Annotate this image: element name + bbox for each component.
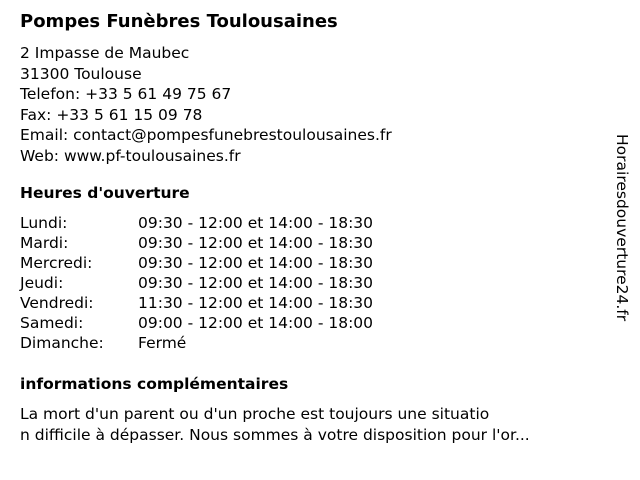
hours-row-tuesday xyxy=(20,233,373,253)
hours-row-saturday xyxy=(20,313,373,333)
opening-hours-heading: Heures d'ouverture xyxy=(20,184,190,202)
address-city: 31300 Toulouse xyxy=(20,64,142,83)
hours-row-wednesday xyxy=(20,253,373,273)
phone-number: Telefon: +33 5 61 49 75 67 xyxy=(20,85,232,103)
time-range: 09:30 - 12:00 et 14:00 - 18:30 xyxy=(138,234,374,252)
email-address: Email: contact@pompesfunebrestoulousaines.fr xyxy=(20,126,392,144)
time-range: 11:30 - 12:00 et 14:00 - 18:30 xyxy=(138,294,374,312)
time-range: 09:00 - 12:00 et 14:00 - 18:00 xyxy=(138,314,374,332)
day-label: Samedi: xyxy=(20,314,84,332)
time-range: 09:30 - 12:00 et 14:00 - 18:30 xyxy=(138,214,374,232)
fax-number: Fax: +33 5 61 15 09 78 xyxy=(20,105,203,124)
address-street: 2 Impasse de Maubec xyxy=(20,44,190,62)
watermark xyxy=(612,134,632,370)
day-label: Vendredi: xyxy=(20,294,94,312)
business-name: Pompes Funèbres Toulousaines xyxy=(20,11,338,32)
contact-block xyxy=(20,43,392,166)
day-label: Mardi: xyxy=(20,234,69,252)
time-range: Fermé xyxy=(138,334,187,352)
time-range: 09:30 - 12:00 et 14:00 - 18:30 xyxy=(138,274,374,292)
additional-info-heading: informations complémentaires xyxy=(20,375,289,393)
hours-row-sunday xyxy=(20,333,373,353)
hours-row-thursday xyxy=(20,273,373,293)
day-label: Dimanche: xyxy=(20,334,104,352)
hours-row-monday xyxy=(20,213,373,233)
watermark-text: Horairesdouverture24.fr xyxy=(613,134,631,322)
day-label: Lundi: xyxy=(20,214,68,232)
hours-row-friday xyxy=(20,293,373,313)
website-address: Web: www.pf-toulousaines.fr xyxy=(20,146,241,165)
time-range: 09:30 - 12:00 et 14:00 - 18:30 xyxy=(138,254,374,272)
opening-hours-table xyxy=(20,213,373,353)
day-label: Mercredi: xyxy=(20,254,93,272)
day-label: Jeudi: xyxy=(20,274,64,292)
additional-info-text: La mort d'un parent ou d'un proche est toujours une situatio n difficile à dépasser. Nous sommes à votre disposition pour l'or... xyxy=(20,405,530,444)
